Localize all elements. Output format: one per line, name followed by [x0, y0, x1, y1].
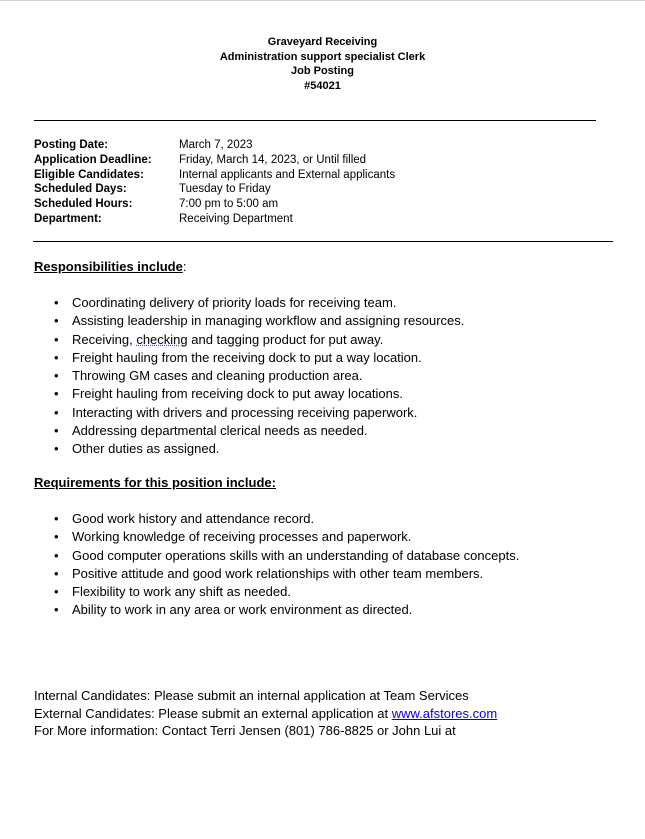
detail-row-posting-date: [34, 138, 395, 153]
afstores-link[interactable]: www.afstores.com: [391, 705, 498, 721]
divider-bottom: [33, 241, 613, 242]
list-item-text: and tagging product for put away.: [187, 331, 384, 347]
contact-line: For More information: Contact Terri Jensen (801) 786-8825 or John Lui at: [34, 723, 456, 738]
detail-label: Application Deadline:: [34, 153, 152, 166]
external-candidates-line: [34, 705, 497, 723]
detail-value: Internal applicants and External applicants: [179, 168, 396, 181]
list-item: • Coordinating delivery of priority loads for receiving team.: [54, 294, 464, 312]
posting-number: #54021: [304, 79, 341, 92]
detail-value: Tuesday to Friday: [179, 183, 271, 196]
list-item: • Good work history and attendance record.: [54, 510, 519, 528]
detail-row-application-deadline: [34, 153, 395, 168]
application-instructions: [34, 687, 497, 740]
list-item: • Positive attitude and good work relationships with other team members.: [54, 565, 519, 583]
responsibilities-heading-text: Responsibilities include: [34, 259, 183, 274]
spellcheck-flagged-word[interactable]: checking: [136, 331, 188, 347]
responsibilities-heading: [34, 259, 186, 275]
page-top-border: [0, 0, 645, 1]
posting-header: [0, 35, 645, 93]
posting-position-title: Administration support specialist Clerk: [219, 50, 426, 63]
list-item: • Flexibility to work any shift as needed.: [54, 583, 519, 601]
responsibilities-list: [54, 294, 464, 459]
detail-label: Scheduled Hours:: [34, 198, 133, 211]
detail-row-department: [34, 212, 395, 227]
detail-value: Friday, March 14, 2023, or Until filled: [179, 153, 367, 166]
detail-label: Posting Date:: [34, 139, 109, 151]
detail-label: Eligible Candidates:: [34, 168, 144, 181]
detail-label: Scheduled Days:: [34, 183, 127, 196]
detail-row-scheduled-days: [34, 182, 395, 197]
list-item: • Assisting leadership in managing workflow and assigning resources.: [54, 312, 464, 330]
list-item: • Other duties as assigned.: [54, 440, 464, 458]
detail-value: 7:00 pm to 5:00 am: [179, 198, 279, 211]
detail-value: March 7, 2023: [179, 139, 253, 151]
detail-row-scheduled-hours: [34, 197, 395, 212]
list-item: • Interacting with drivers and processing receiving paperwork.: [54, 404, 464, 422]
responsibilities-heading-colon: :: [182, 259, 187, 274]
list-item: • Ability to work in any area or work environment as directed.: [54, 601, 519, 619]
list-item: • Freight hauling from receiving dock to put away locations.: [54, 385, 464, 403]
detail-row-eligible-candidates: [34, 168, 395, 183]
internal-candidates-line: Internal Candidates: Please submit an internal application at Team Services: [34, 688, 469, 703]
list-item: • Throwing GM cases and cleaning production area.: [54, 367, 464, 385]
requirements-heading: Requirements for this position include:: [34, 475, 276, 490]
list-item-text: Receiving,: [72, 331, 137, 347]
list-item: • Addressing departmental clerical needs as needed.: [54, 422, 464, 440]
requirements-list: [54, 510, 519, 620]
list-item: • Working knowledge of receiving processes and paperwork.: [54, 528, 519, 546]
divider-top: [34, 120, 596, 121]
list-item: • Freight hauling from the receiving dock to put a way location.: [54, 349, 464, 367]
posting-shift-title: Graveyard Receiving: [267, 36, 378, 48]
external-candidates-text: External Candidates: Please submit an external application at: [34, 705, 392, 721]
list-item: [54, 331, 464, 349]
detail-label: Department:: [34, 212, 102, 225]
posting-doc-type: Job Posting: [291, 65, 354, 78]
posting-details: [34, 138, 395, 227]
list-item: • Good computer operations skills with an understanding of database concepts.: [54, 547, 519, 565]
detail-value: Receiving Department: [179, 212, 293, 225]
